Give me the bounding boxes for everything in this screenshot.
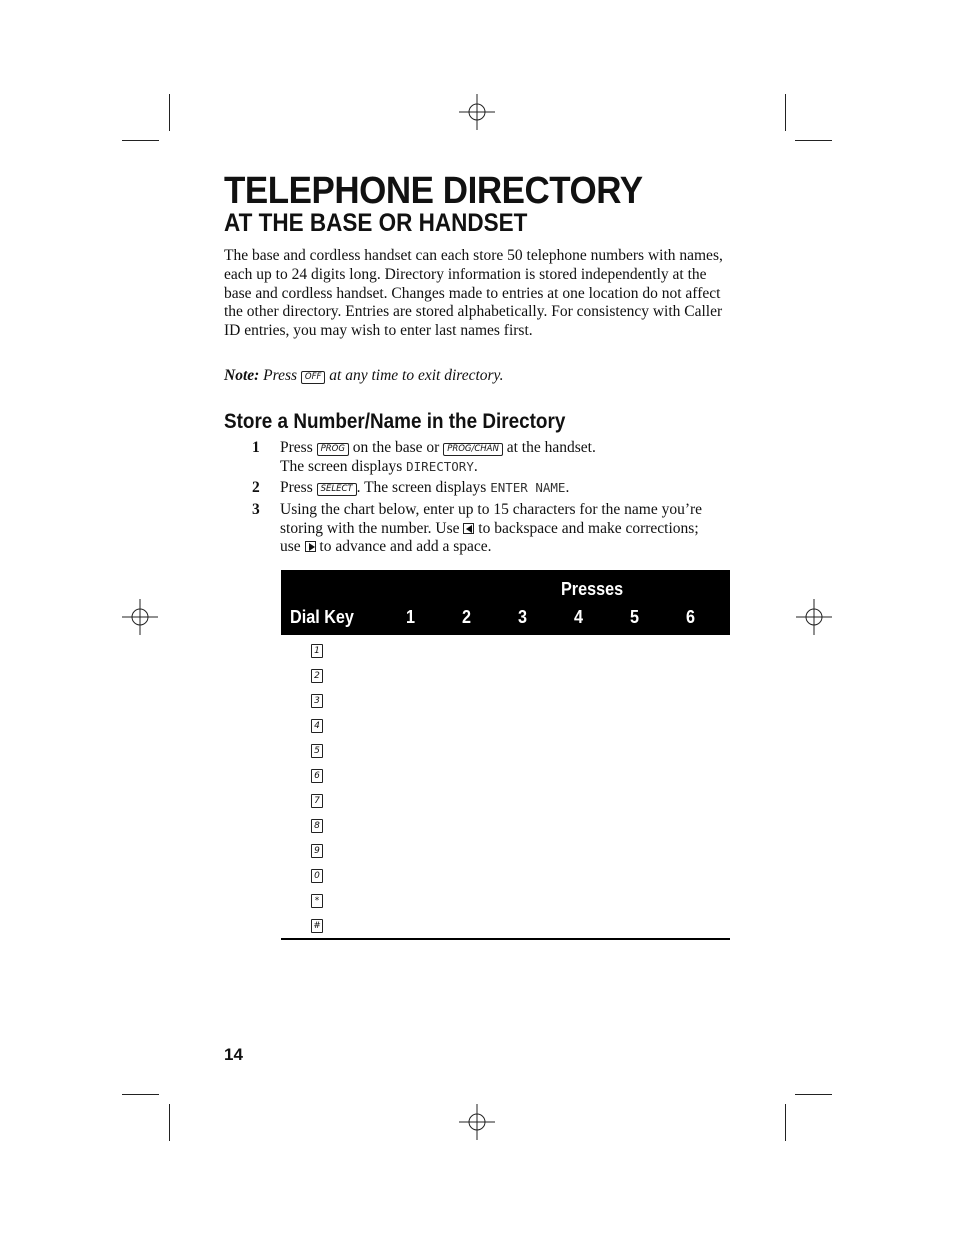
step-text: The screen displays [280,457,403,475]
registration-mark-icon [122,599,158,635]
dial-key-4-icon: 4 [311,719,323,733]
registration-mark-icon [796,599,832,635]
left-arrow-key-icon [463,523,474,534]
prog-key-icon: PROG [317,443,349,456]
page-number: 14 [224,1045,243,1064]
dial-key-2-icon: 2 [311,669,323,683]
crop-mark [785,94,786,131]
right-arrow-key-icon [305,541,316,552]
step-text: to advance and add a space. [319,538,492,555]
dial-key-0-icon: 0 [311,869,323,883]
step-text: Using the chart below, enter up to 15 characters for the name you’re storing with the number. Use [280,501,703,537]
table-bottom-rule [281,938,730,940]
crop-mark [122,1094,159,1095]
press-col-header: 4 [574,607,584,627]
crop-mark [169,94,170,131]
page-title: TELEPHONE DIRECTORY [224,170,643,212]
crop-mark [795,1094,832,1095]
section-heading: Store a Number/Name in the Directory [224,410,566,433]
press-col-header: 5 [630,607,640,627]
dial-key-6-icon: 6 [311,769,323,783]
step-number: 3 [252,501,260,518]
press-col-header: 2 [462,607,472,627]
lcd-text: DIRECTORY [406,458,474,474]
dial-key-7-icon: 7 [311,794,323,808]
dial-key-5-icon: 5 [311,744,323,758]
lcd-text: ENTER NAME [490,480,566,495]
note-text: at any time to exit directory. [329,367,504,384]
select-key-icon: SELECT [317,483,357,496]
dial-key-header: Dial Key [290,607,354,627]
note [224,367,503,385]
step-text: to backspace and make corrections; use [280,519,699,555]
dial-key-8-icon: 8 [311,819,323,833]
note-label: Note: [224,367,260,384]
note-press: Press [263,367,298,384]
step-text: Press [280,439,313,456]
table-header [281,570,730,635]
intro-paragraph: The base and cordless handset can each store 50 telephone numbers with names, each up to 24 digits long. Directory information is stored independently at the base and cordless handset. Changes made to entries at one location do not affect the other directory. Entries are stored alphabetically. For consistency with Caller ID entries, you may wish to enter last names first. [224,247,723,340]
step-text: at the handset. [506,439,596,456]
press-col-header: 1 [406,607,416,627]
press-col-header: 6 [686,607,696,627]
step-text: . [565,479,570,496]
press-col-header: 3 [518,607,528,627]
presses-header: Presses [561,579,624,599]
step-text: . [473,457,478,475]
step-text: on the base or [352,439,440,456]
page-subtitle: AT THE BASE OR HANDSET [224,209,528,237]
crop-mark [785,1104,786,1141]
step-text: Press [280,479,313,496]
crop-mark [122,140,159,141]
step-number: 1 [252,439,260,456]
dial-key-3-icon: 3 [311,694,323,708]
dial-key-star-icon: * [311,894,323,908]
step-number: 2 [252,479,260,496]
prog-chan-key-icon: PROG/CHAN [443,443,503,456]
crop-mark [169,1104,170,1141]
registration-mark-icon [459,1104,495,1140]
dial-key-pound-icon: # [311,919,323,933]
registration-mark-icon [459,94,495,130]
step-text: . The screen displays [356,479,487,496]
dial-key-1-icon: 1 [311,644,323,658]
dial-key-9-icon: 9 [311,844,323,858]
off-key-icon: OFF [301,371,325,384]
crop-mark [795,140,832,141]
